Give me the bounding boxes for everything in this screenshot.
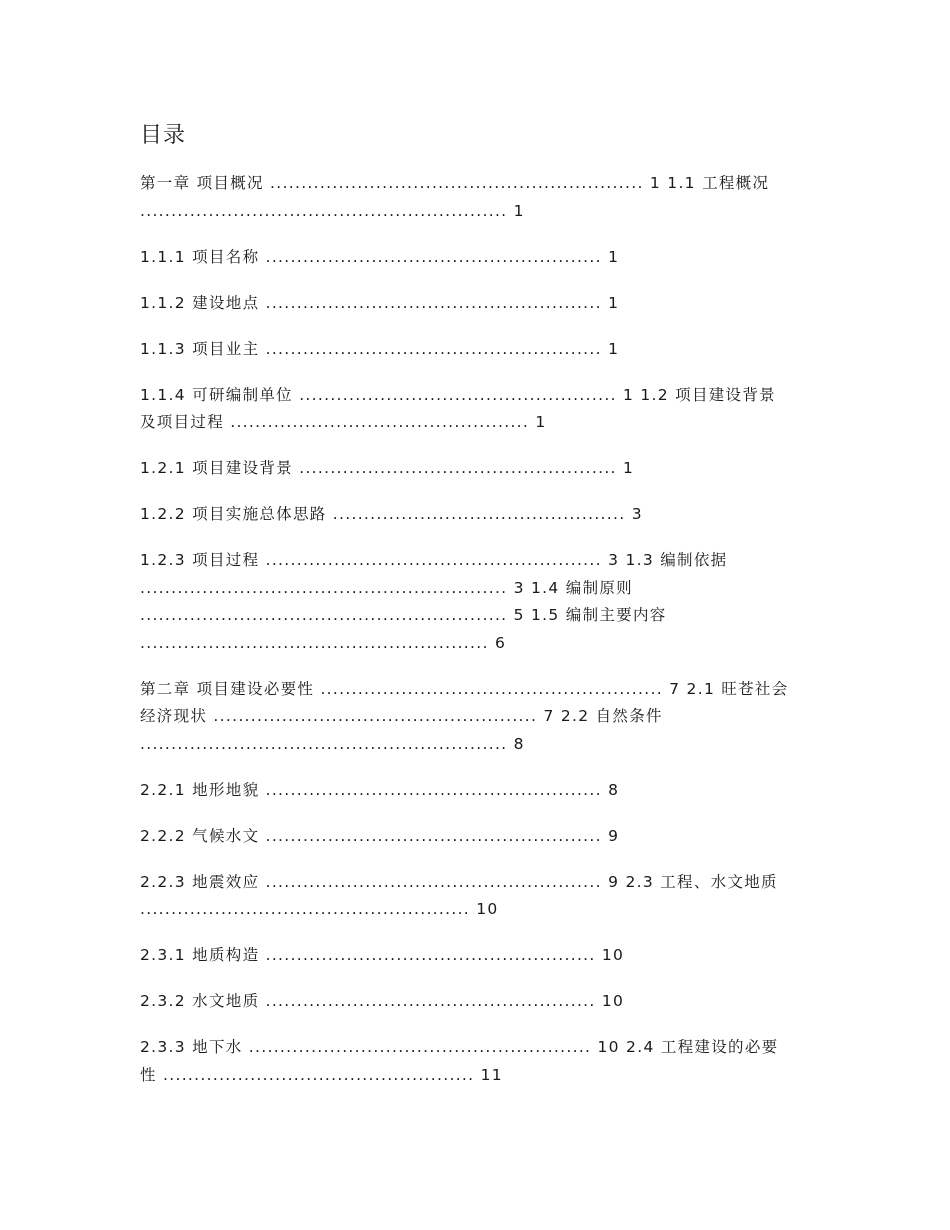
toc-entry[interactable] <box>140 1034 820 1089</box>
toc-line: 1.2.1 项目建设背景 ................................................... 1 <box>140 459 635 477</box>
toc-line: 2.3.3 地下水 ....................................................... 10 2.4 工程建设的必要 <box>140 1038 779 1056</box>
toc-entry[interactable] <box>140 290 820 318</box>
toc-line: ........................................................... 1 <box>140 201 525 220</box>
toc-line: 2.3.1 地质构造 ..................................................... 10 <box>140 946 625 964</box>
toc-line: ..................................................... 10 <box>140 900 499 918</box>
page-title: 目录 <box>140 123 187 148</box>
toc-entry[interactable] <box>140 823 820 851</box>
toc-line: ........................................................... 3 1.4 编制原则 <box>140 578 633 597</box>
toc-line: 1.2.2 项目实施总体思路 ............................................... 3 <box>140 505 643 523</box>
toc-line: 1.1.1 项目名称 ...................................................... 1 <box>140 247 620 266</box>
toc-entry[interactable] <box>140 501 820 529</box>
toc-entry[interactable] <box>140 942 820 970</box>
toc-entry[interactable] <box>140 170 820 225</box>
toc-entry[interactable] <box>140 455 820 483</box>
toc-entry[interactable] <box>140 336 820 364</box>
toc-line: ........................................................ 6 <box>140 633 507 652</box>
toc-line: 1.2.3 项目过程 ...................................................... 3 1.3 编制依据 <box>140 551 728 569</box>
toc-entry[interactable] <box>140 382 820 437</box>
toc-line: 2.3.2 水文地质 ..................................................... 10 <box>140 992 625 1010</box>
toc-line: 1.1.3 项目业主 ...................................................... 1 <box>140 339 620 358</box>
toc-line: 第一章 项目概况 ............................................................ 1 1.1 工程概况 <box>140 174 770 192</box>
toc-line: 2.2.1 地形地貌 ...................................................... 8 <box>140 780 620 799</box>
toc-line: 2.2.2 气候水文 ...................................................... 9 <box>140 826 620 845</box>
toc-entry[interactable] <box>140 676 820 759</box>
toc-line: 经济现状 .................................................... 7 2.2 自然条件 <box>140 707 663 725</box>
toc-line: 第二章 项目建设必要性 ....................................................... 7 2.1 旺苍社会 <box>140 679 789 698</box>
toc-entry[interactable] <box>140 547 820 657</box>
table-of-contents <box>140 170 820 1108</box>
toc-line: 1.1.2 建设地点 ...................................................... 1 <box>140 293 620 312</box>
toc-entry[interactable] <box>140 777 820 805</box>
toc-line: ........................................................... 8 <box>140 734 525 753</box>
toc-entry[interactable] <box>140 869 820 924</box>
toc-line: 2.2.3 地震效应 ...................................................... 9 2.3 工程、水文地质 <box>140 872 778 891</box>
toc-line: ........................................................... 5 1.5 编制主要内容 <box>140 606 667 624</box>
toc-entry[interactable] <box>140 244 820 272</box>
toc-line: 性 .................................................. 11 <box>140 1065 503 1084</box>
toc-line: 1.1.4 可研编制单位 ................................................... 1 1.2 项目建设背景 <box>140 385 776 404</box>
toc-entry[interactable] <box>140 988 820 1016</box>
toc-line: 及项目过程 ................................................ 1 <box>140 413 547 431</box>
